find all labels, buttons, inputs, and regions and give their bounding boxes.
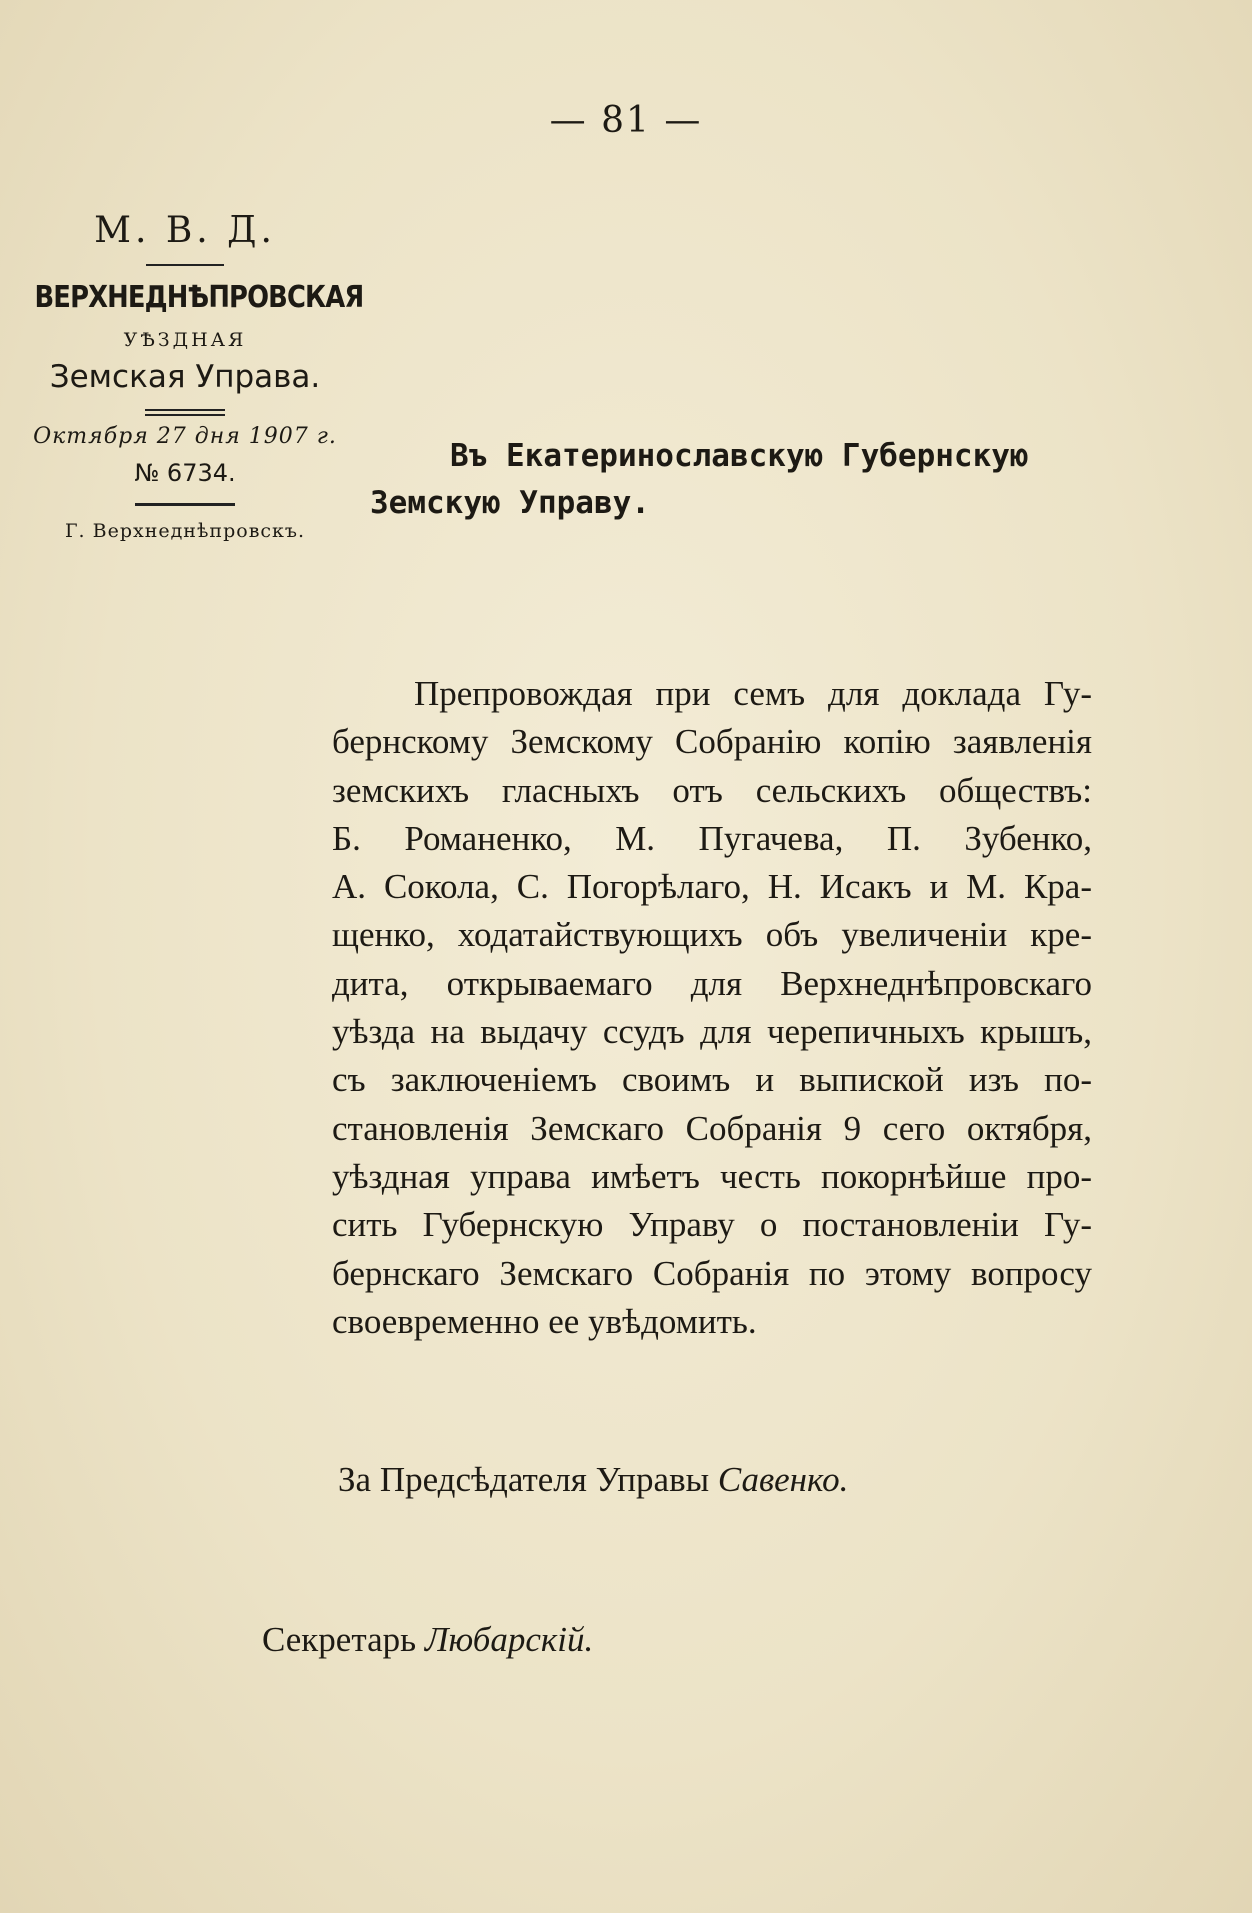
body-line: становленія Земскаго Собранія 9 сего октября, [332, 1108, 1092, 1148]
chairman-name: Савенко. [717, 1460, 849, 1499]
body-line: дита, открываемаго для Верхнеднѣпровскаго [332, 963, 1092, 1003]
body-line: уѣздная управа имѣетъ честь покорнѣйше про- [332, 1156, 1092, 1196]
divider-long [135, 503, 235, 506]
body-line: Препровождая при семъ для доклада Гу- [414, 674, 1092, 713]
body-line: щенко, ходатайствующихъ объ увеличеніи кре- [332, 915, 1092, 955]
secretary-label: Секретарь [262, 1620, 417, 1659]
body-line: сить Губернскую Управу о постановленіи Гу- [332, 1205, 1092, 1245]
ministry-abbrev: М. В. Д. [94, 210, 276, 251]
body-line: съ заключеніемъ своимъ и выпиской изъ по- [332, 1060, 1092, 1100]
body-line: Б. Романенко, М. Пугачева, П. Зубенко, [332, 818, 1092, 858]
secretary-name: Любарскій. [424, 1620, 594, 1659]
chairman-label: За Предсѣдателя Управы [338, 1460, 710, 1499]
org-subtitle: УѢЗДНАЯ [123, 329, 247, 351]
chairman-signature [338, 1460, 848, 1500]
double-divider [145, 409, 225, 416]
body-line: бернскаго Земскаго Собранія по этому вопросу [332, 1253, 1092, 1293]
body-line: А. Сокола, С. Погорѣлаго, Н. Исакъ и М. Кра- [332, 867, 1092, 907]
secretary-signature [262, 1620, 593, 1660]
body-line: своевременно ее увѣдомить. [332, 1301, 757, 1341]
letterhead [30, 210, 364, 542]
divider [146, 264, 224, 266]
org-name: ВЕРХНЕДНѢПРОВСКАЯ [34, 280, 364, 315]
addressee-line: Въ Екатеринославскую Губернскую [450, 438, 1029, 474]
body-line: уѣзда на выдачу ссудъ для черепичныхъ крышъ, [332, 1012, 1092, 1052]
addressee-line: Земскую Управу. [370, 485, 650, 521]
body-line: земскихъ гласныхъ отъ сельскихъ обществъ: [332, 770, 1092, 810]
city-name: Г. Верхнеднѣпровскъ. [64, 520, 306, 542]
org-title: Земская Управа. [49, 359, 321, 395]
addressee [370, 433, 1090, 527]
letter-body [332, 670, 1092, 1346]
document-date: Октября 27 дня 1907 г. [33, 424, 337, 449]
page-number: — 81 — [549, 100, 703, 141]
document-number: № 6734. [134, 459, 236, 487]
body-line: бернскому Земскому Собранію копію заявленія [332, 722, 1092, 762]
